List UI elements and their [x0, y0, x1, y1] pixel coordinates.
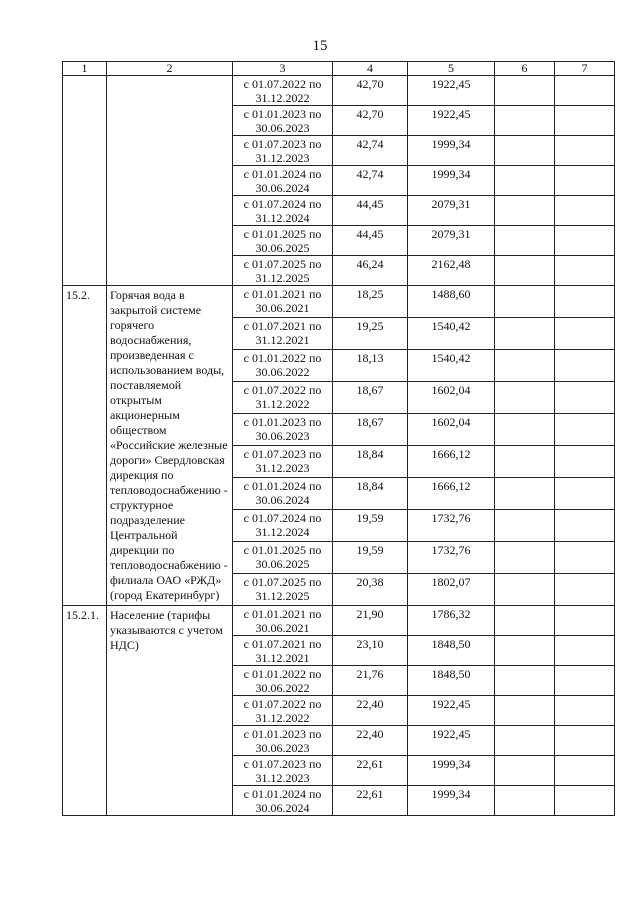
empty-col7-cell [555, 136, 615, 166]
empty-col6-cell [495, 196, 555, 226]
period-cell: с 01.01.2023 по 30.06.2023 [233, 414, 333, 446]
table-row [63, 606, 615, 636]
rate-col5-cell: 2079,31 [408, 196, 495, 226]
empty-col6-cell [495, 726, 555, 756]
rate-col4-cell: 22,61 [333, 786, 408, 816]
empty-col6-cell [495, 446, 555, 478]
empty-col7-cell [555, 446, 615, 478]
empty-col6-cell [495, 166, 555, 196]
empty-col7-cell [555, 696, 615, 726]
empty-col6-cell [495, 136, 555, 166]
rate-col4-cell: 19,59 [333, 542, 408, 574]
table-row [63, 286, 615, 318]
rate-col4-cell: 46,24 [333, 256, 408, 286]
empty-col7-cell [555, 478, 615, 510]
empty-col6-cell [495, 666, 555, 696]
period-cell: с 01.01.2022 по 30.06.2022 [233, 350, 333, 382]
period-cell: с 01.07.2023 по 31.12.2023 [233, 136, 333, 166]
empty-col6-cell [495, 542, 555, 574]
rate-col4-cell: 44,45 [333, 196, 408, 226]
rate-col5-cell: 1732,76 [408, 510, 495, 542]
period-cell: с 01.01.2021 по 30.06.2021 [233, 286, 333, 318]
period-cell: с 01.01.2024 по 30.06.2024 [233, 478, 333, 510]
period-cell: с 01.07.2022 по 31.12.2022 [233, 696, 333, 726]
period-cell: с 01.01.2022 по 30.06.2022 [233, 666, 333, 696]
period-cell: с 01.01.2024 по 30.06.2024 [233, 786, 333, 816]
period-cell: с 01.01.2024 по 30.06.2024 [233, 166, 333, 196]
rate-col5-cell: 1666,12 [408, 478, 495, 510]
page-number: 15 [312, 38, 328, 54]
rate-col4-cell: 22,61 [333, 756, 408, 786]
empty-col6-cell [495, 574, 555, 606]
rate-col5-cell: 1848,50 [408, 636, 495, 666]
rate-col5-cell: 1786,32 [408, 606, 495, 636]
column-header-4: 4 [333, 62, 408, 76]
rate-col4-cell: 18,25 [333, 286, 408, 318]
empty-col6-cell [495, 606, 555, 636]
empty-col7-cell [555, 726, 615, 756]
column-header-6: 6 [495, 62, 555, 76]
tariff-table [62, 61, 615, 816]
rate-col4-cell: 42,70 [333, 106, 408, 136]
empty-col6-cell [495, 350, 555, 382]
period-cell: с 01.01.2025 по 30.06.2025 [233, 542, 333, 574]
period-cell: с 01.07.2023 по 31.12.2023 [233, 446, 333, 478]
item-description: Горячая вода в закрытой системе горячего водоснабжения, произведенная с использованием воды, поставляемой открытым акционерным обществом «Российские железные дороги» Свердловская дирекция по тепловодоснабжению - структурное подразделение Центральной дирекции по тепловодоснабжению - филиала ОАО «РЖД» (город Екатеринбург) [107, 286, 233, 606]
empty-col6-cell [495, 256, 555, 286]
empty-col7-cell [555, 510, 615, 542]
empty-col7-cell [555, 196, 615, 226]
empty-col7-cell [555, 256, 615, 286]
column-header-1: 1 [63, 62, 107, 76]
header-row [63, 62, 615, 76]
rate-col4-cell: 18,67 [333, 414, 408, 446]
rate-col5-cell: 1540,42 [408, 318, 495, 350]
rate-col5-cell: 1922,45 [408, 726, 495, 756]
rate-col4-cell: 19,59 [333, 510, 408, 542]
rate-col5-cell: 1602,04 [408, 382, 495, 414]
empty-col6-cell [495, 696, 555, 726]
empty-col7-cell [555, 574, 615, 606]
period-cell: с 01.01.2025 по 30.06.2025 [233, 226, 333, 256]
empty-col6-cell [495, 478, 555, 510]
rate-col5-cell: 1802,07 [408, 574, 495, 606]
item-code [63, 76, 107, 286]
period-cell: с 01.07.2025 по 31.12.2025 [233, 574, 333, 606]
rate-col5-cell: 1732,76 [408, 542, 495, 574]
column-header-3: 3 [233, 62, 333, 76]
empty-col6-cell [495, 76, 555, 106]
item-description: Население (тарифы указываются с учетом НДС) [107, 606, 233, 816]
rate-col4-cell: 20,38 [333, 574, 408, 606]
rate-col4-cell: 21,76 [333, 666, 408, 696]
period-cell: с 01.07.2024 по 31.12.2024 [233, 196, 333, 226]
rate-col4-cell: 42,74 [333, 166, 408, 196]
empty-col6-cell [495, 226, 555, 256]
column-header-7: 7 [555, 62, 615, 76]
table-row [63, 76, 615, 106]
period-cell: с 01.07.2025 по 31.12.2025 [233, 256, 333, 286]
empty-col6-cell [495, 636, 555, 666]
empty-col7-cell [555, 542, 615, 574]
empty-col7-cell [555, 414, 615, 446]
rate-col4-cell: 44,45 [333, 226, 408, 256]
rate-col4-cell: 18,67 [333, 382, 408, 414]
empty-col7-cell [555, 226, 615, 256]
period-cell: с 01.07.2021 по 31.12.2021 [233, 318, 333, 350]
empty-col7-cell [555, 76, 615, 106]
rate-col4-cell: 42,70 [333, 76, 408, 106]
rate-col5-cell: 1922,45 [408, 696, 495, 726]
rate-col5-cell: 1602,04 [408, 414, 495, 446]
period-cell: с 01.07.2023 по 31.12.2023 [233, 756, 333, 786]
empty-col7-cell [555, 756, 615, 786]
empty-col6-cell [495, 318, 555, 350]
rate-col5-cell: 1999,34 [408, 136, 495, 166]
empty-col6-cell [495, 382, 555, 414]
rate-col5-cell: 1848,50 [408, 666, 495, 696]
empty-col7-cell [555, 350, 615, 382]
rate-col4-cell: 21,90 [333, 606, 408, 636]
column-header-5: 5 [408, 62, 495, 76]
empty-col6-cell [495, 414, 555, 446]
rate-col4-cell: 22,40 [333, 696, 408, 726]
empty-col7-cell [555, 166, 615, 196]
empty-col6-cell [495, 756, 555, 786]
empty-col6-cell [495, 106, 555, 136]
empty-col7-cell [555, 786, 615, 816]
rate-col5-cell: 1666,12 [408, 446, 495, 478]
empty-col7-cell [555, 606, 615, 636]
period-cell: с 01.01.2021 по 30.06.2021 [233, 606, 333, 636]
rate-col4-cell: 18,84 [333, 478, 408, 510]
item-code: 15.2. [63, 286, 107, 606]
rate-col4-cell: 18,84 [333, 446, 408, 478]
rate-col4-cell: 18,13 [333, 350, 408, 382]
empty-col7-cell [555, 636, 615, 666]
empty-col6-cell [495, 510, 555, 542]
rate-col4-cell: 22,40 [333, 726, 408, 756]
item-code: 15.2.1. [63, 606, 107, 816]
rate-col5-cell: 2162,48 [408, 256, 495, 286]
rate-col5-cell: 1922,45 [408, 76, 495, 106]
empty-col6-cell [495, 786, 555, 816]
rate-col5-cell: 1488,60 [408, 286, 495, 318]
empty-col6-cell [495, 286, 555, 318]
period-cell: с 01.07.2022 по 31.12.2022 [233, 76, 333, 106]
rate-col5-cell: 1999,34 [408, 166, 495, 196]
period-cell: с 01.01.2023 по 30.06.2023 [233, 106, 333, 136]
empty-col7-cell [555, 106, 615, 136]
period-cell: с 01.07.2021 по 31.12.2021 [233, 636, 333, 666]
empty-col7-cell [555, 382, 615, 414]
period-cell: с 01.07.2024 по 31.12.2024 [233, 510, 333, 542]
rate-col5-cell: 1922,45 [408, 106, 495, 136]
rate-col4-cell: 42,74 [333, 136, 408, 166]
rate-col5-cell: 2079,31 [408, 226, 495, 256]
empty-col7-cell [555, 318, 615, 350]
rate-col4-cell: 19,25 [333, 318, 408, 350]
rate-col4-cell: 23,10 [333, 636, 408, 666]
rate-col5-cell: 1540,42 [408, 350, 495, 382]
period-cell: с 01.01.2023 по 30.06.2023 [233, 726, 333, 756]
rate-col5-cell: 1999,34 [408, 786, 495, 816]
column-header-2: 2 [107, 62, 233, 76]
period-cell: с 01.07.2022 по 31.12.2022 [233, 382, 333, 414]
empty-col7-cell [555, 666, 615, 696]
empty-col7-cell [555, 286, 615, 318]
item-description [107, 76, 233, 286]
rate-col5-cell: 1999,34 [408, 756, 495, 786]
